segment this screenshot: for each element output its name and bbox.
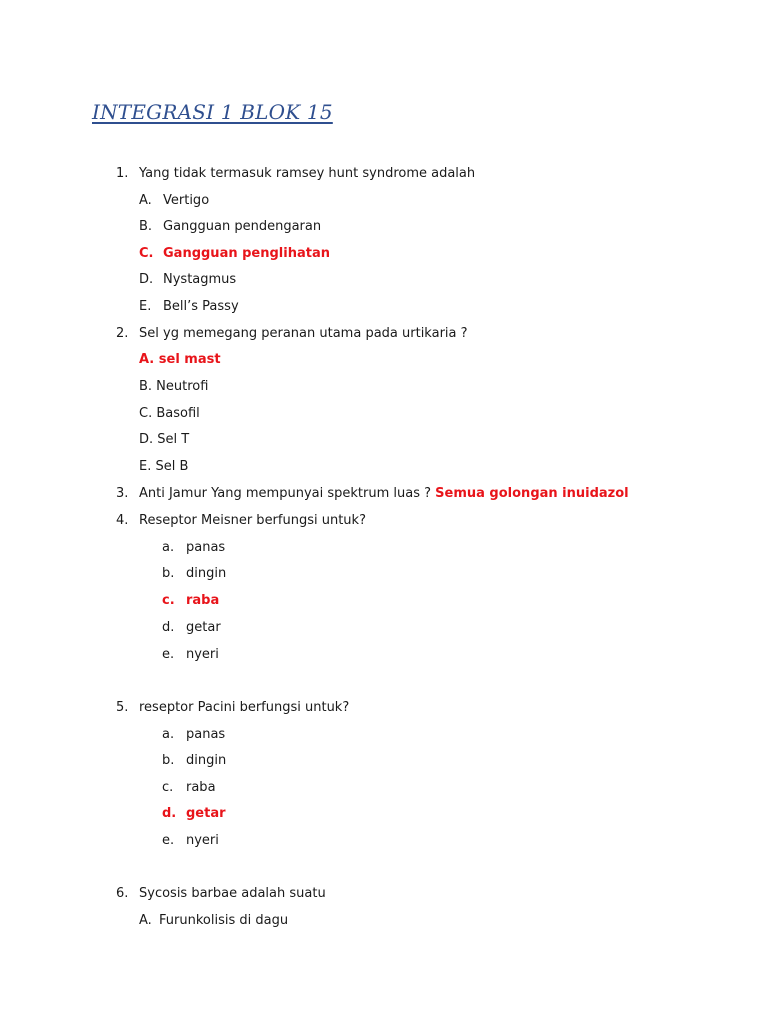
option-label: b. (162, 753, 175, 768)
question-number: 6. (116, 886, 129, 901)
option-text: raba (186, 593, 220, 608)
question-number: 5. (116, 700, 129, 715)
option-label: e. (162, 647, 175, 662)
question-text: reseptor Pacini berfungsi untuk? (139, 700, 350, 715)
option-text: Gangguan pendengaran (163, 219, 322, 234)
option-2d: D. Sel T (139, 432, 190, 447)
answer-text: Semua golongan inuidazol (435, 486, 629, 501)
option-label: A. (139, 193, 152, 208)
option-label: d. (162, 806, 177, 821)
question-text: Anti Jamur Yang mempunyai spektrum luas ? (139, 486, 432, 501)
option-label: c. (162, 593, 175, 608)
option-text: Vertigo (163, 193, 210, 208)
option-label: c. (162, 780, 174, 795)
page-title: INTEGRASI 1 BLOK 15 (92, 100, 333, 124)
option-text: getar (186, 620, 221, 635)
option-label: d. (162, 620, 175, 635)
option-2b: B. Neutrofi (139, 379, 209, 394)
question-number: 3. (116, 486, 129, 501)
question-text: Sycosis barbae adalah suatu (139, 886, 326, 901)
option-text: raba (186, 780, 216, 795)
option-2e: E. Sel B (139, 459, 189, 474)
question-text: Sel yg memegang peranan utama pada urtikaria ? (139, 326, 468, 341)
option-text: Gangguan penglihatan (163, 246, 330, 261)
option-label: B. (139, 219, 153, 234)
option-text: dingin (186, 753, 227, 768)
option-label: A. (139, 913, 152, 928)
option-label: e. (162, 833, 175, 848)
option-2a-correct: A. sel mast (139, 352, 221, 367)
option-text: panas (186, 540, 226, 555)
option-text: getar (186, 806, 226, 821)
option-text: nyeri (186, 647, 219, 662)
question-number: 1. (116, 166, 129, 181)
option-2c: C. Basofil (139, 406, 200, 421)
option-text: Furunkolisis di dagu (159, 913, 289, 928)
option-text: dingin (186, 566, 227, 581)
option-label: E. (139, 299, 152, 314)
option-label: b. (162, 566, 175, 581)
option-text: panas (186, 727, 226, 742)
option-label: a. (162, 540, 175, 555)
option-label: D. (139, 272, 154, 287)
question-number: 4. (116, 513, 129, 528)
question-number: 2. (116, 326, 129, 341)
option-label: C. (139, 246, 154, 261)
option-text: Bell’s Passy (163, 299, 239, 314)
option-label: a. (162, 727, 175, 742)
option-text: Nystagmus (163, 272, 237, 287)
question-text: Yang tidak termasuk ramsey hunt syndrome adalah (139, 166, 476, 181)
question-text: Reseptor Meisner berfungsi untuk? (139, 513, 366, 528)
option-text: nyeri (186, 833, 219, 848)
